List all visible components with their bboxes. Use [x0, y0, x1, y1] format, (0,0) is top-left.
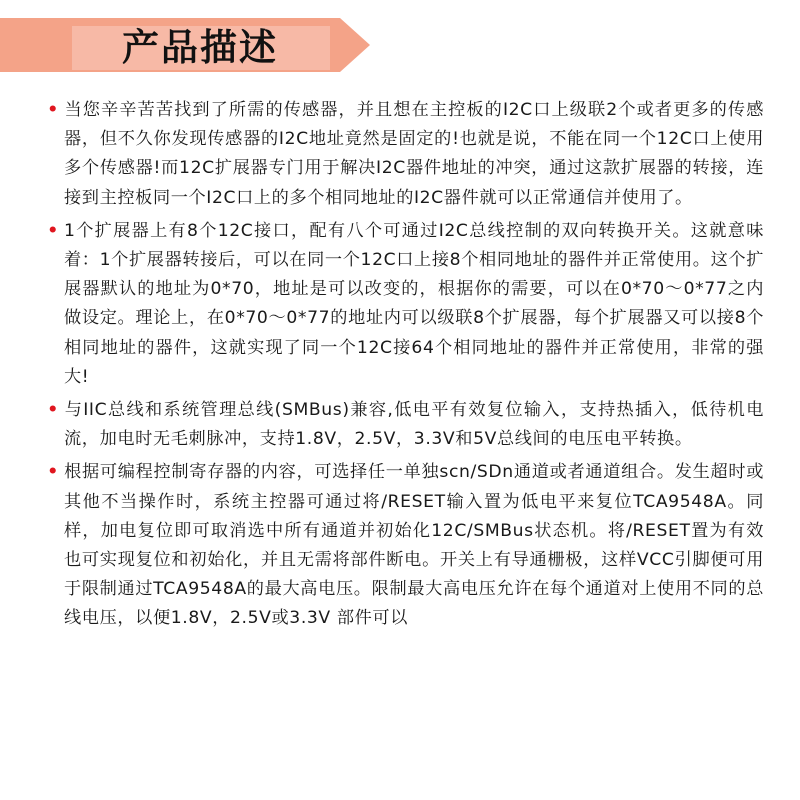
paragraph-text: 与IIC总线和系统管理总线(SMBus)兼容,低电平有效复位输入，支持热插入，低待机电流，加电时无毛刺脉冲，支持1.8V，2.5V，3.3V和5V总线间的电压电平转换。 [64, 400, 764, 450]
section-header [0, 0, 800, 90]
paragraph-text: 当您辛辛苦苦找到了所需的传感器，并且想在主控板的I2C口上级联2个或者更多的传感器，但不久你发现传感器的I2C地址竟然是固定的!也就是说，不能在同一个12C口上使用多个传感器!而12C扩展器专门用于解决I2C器件地址的冲突，通过这款扩展器的转接，连接到主控板同一个I2C口上的多个相同地址的I2C器件就可以正常通信并使用了。 [64, 100, 764, 208]
description-paragraph-2 [42, 217, 764, 392]
section-title: 产品描述 [122, 26, 278, 69]
bullet-icon: • [47, 100, 59, 120]
description-body [42, 96, 764, 638]
description-paragraph-3 [42, 396, 764, 454]
bullet-icon: • [47, 220, 59, 241]
paragraph-text: 根据可编程控制寄存器的内容，可选择任一单独scn/SDn通道或者通道组合。发生超时或其他不当操作时，系统主控器可通过将/RESET输入置为低电平来复位TCA9548A。同样，加电复位即可取消选中所有通道并初始化12C/SMBus状态机。将/RESET置为有效也可实现复位和初始化，并且无需将部件断电。开关上有导通栅极，这样VCC引脚便可用于限制通过TCA9548A的最大高电压。限制最大高电压允许在每个通道对上使用不同的总线电压，以便1.8V，2.5V或3.3V 部件可以 [64, 462, 764, 629]
description-paragraph-4 [42, 458, 764, 633]
bullet-icon: • [47, 462, 59, 483]
description-paragraph-1 [42, 96, 764, 213]
paragraph-text: 1个扩展器上有8个12C接口，配有八个可通过I2C总线控制的双向转换开关。这就意味着：1个扩展器转接后，可以在同一个12C口上接8个相同地址的器件并正常使用。这个扩展器默认的地址为0*70，地址是可以改变的，根据你的需要，可以在0*70～0*77之内做设定。理论上，在0*70～0*77的地址内可以级联8个扩展器，每个扩展器又可以接8个相同地址的器件，这就实现了同一个12C接64个相同地址的器件并正常使用，非常的强大! [64, 220, 764, 387]
bullet-icon: • [47, 400, 59, 421]
